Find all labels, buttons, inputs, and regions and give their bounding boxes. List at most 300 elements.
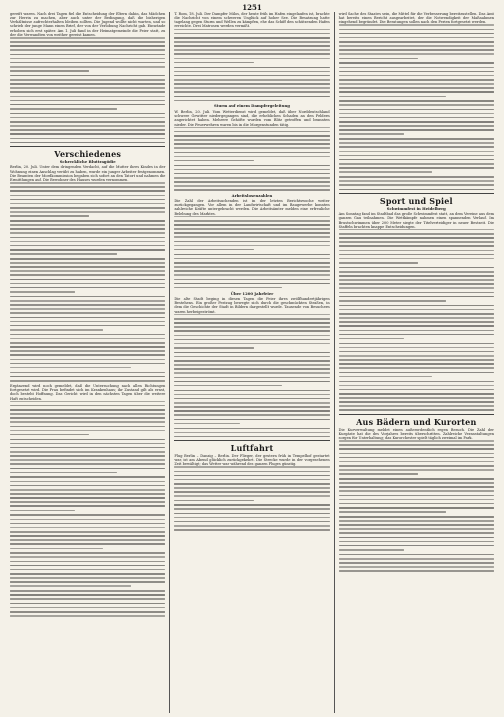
text-line <box>339 283 494 285</box>
text-line <box>339 381 494 383</box>
text-line <box>339 338 404 340</box>
text-line <box>174 521 329 523</box>
column-1 <box>6 12 170 713</box>
text-line <box>339 334 494 336</box>
text-line <box>174 364 329 366</box>
column-3 <box>335 12 498 713</box>
text-line <box>174 402 329 404</box>
text-line <box>339 241 494 243</box>
text-line <box>10 253 117 255</box>
text-line <box>174 49 329 51</box>
text-line <box>10 75 165 77</box>
text-line <box>339 29 494 31</box>
text-line <box>339 24 494 26</box>
text-line <box>339 528 494 530</box>
text-line <box>339 367 494 369</box>
text-line <box>339 393 494 395</box>
text-line <box>10 548 103 550</box>
text-line <box>339 100 494 102</box>
text-line <box>10 346 165 348</box>
text-line <box>10 354 165 356</box>
article-subheading: Sturm auf einem Dampfergeleitung <box>214 103 290 109</box>
text-lines <box>10 401 165 617</box>
text-line <box>339 155 494 157</box>
text-line <box>174 529 329 531</box>
text-line <box>10 83 165 85</box>
text-line <box>174 127 329 129</box>
text-line <box>174 517 329 519</box>
text-lines <box>174 466 329 530</box>
text-line <box>10 186 165 188</box>
text-line <box>174 75 329 77</box>
text-line <box>174 173 329 175</box>
text-line <box>174 224 329 226</box>
text-line <box>10 138 165 140</box>
text-line <box>174 152 329 154</box>
text-line <box>339 457 494 459</box>
text-line <box>339 62 494 64</box>
text-line <box>174 232 329 234</box>
text-line <box>174 258 329 260</box>
article-subheading: Schwimmfest in Heidelberg <box>386 205 446 211</box>
text-line <box>339 292 494 294</box>
text-line <box>174 165 329 167</box>
text-line <box>174 508 329 510</box>
text-line <box>10 87 165 89</box>
text-line <box>10 41 165 43</box>
text-line <box>174 385 281 387</box>
text-line <box>10 49 165 51</box>
text-line <box>174 479 329 481</box>
text-line <box>339 171 432 173</box>
text-line <box>339 473 418 475</box>
text-line <box>10 405 165 407</box>
text-line <box>10 334 165 336</box>
text-line <box>174 287 281 289</box>
text-line <box>174 228 329 230</box>
text-line <box>174 185 329 187</box>
text-line <box>10 317 165 319</box>
text-line <box>174 513 329 515</box>
text-line <box>10 113 165 115</box>
text-line <box>10 142 165 144</box>
text-line <box>10 321 165 323</box>
text-line <box>10 37 165 39</box>
text-line <box>174 428 329 430</box>
text-line <box>339 385 494 387</box>
text-line <box>10 501 165 503</box>
text-line <box>174 62 253 64</box>
text-line <box>10 611 165 613</box>
columns <box>6 12 498 713</box>
text-line <box>339 245 494 247</box>
text-lines <box>10 182 165 381</box>
text-line <box>10 129 165 131</box>
text-line <box>174 139 329 141</box>
text-line <box>174 53 329 55</box>
text-line <box>174 483 329 485</box>
text-line <box>10 58 165 60</box>
text-line <box>174 487 329 489</box>
text-line <box>339 397 494 399</box>
text-line <box>10 117 165 119</box>
text-line <box>10 104 165 106</box>
text-line <box>339 49 494 51</box>
text-line <box>174 326 329 328</box>
text-line <box>339 511 446 513</box>
text-line <box>10 497 165 499</box>
text-line <box>10 258 165 260</box>
text-line <box>339 91 494 93</box>
text-line <box>174 135 329 137</box>
text-line <box>10 96 165 98</box>
text-line <box>10 279 165 281</box>
text-line <box>339 495 494 497</box>
text-line <box>339 554 494 556</box>
text-line <box>339 376 432 378</box>
text-line <box>10 70 89 72</box>
text-line <box>10 190 165 192</box>
text-line <box>10 342 165 344</box>
text-line <box>339 87 494 89</box>
text-line <box>10 594 165 596</box>
text-line <box>174 414 329 416</box>
text-line <box>339 262 418 264</box>
text-line <box>10 224 165 226</box>
text-line <box>339 180 494 182</box>
text-line <box>174 390 329 392</box>
text-line <box>10 329 103 331</box>
text-line <box>174 236 329 238</box>
text-line <box>10 401 165 403</box>
text-line <box>10 539 165 541</box>
text-lines <box>10 37 165 143</box>
text-line <box>339 233 494 235</box>
text-line <box>10 133 165 135</box>
text-line <box>174 241 329 243</box>
text-line <box>339 254 494 256</box>
text-line <box>174 347 253 349</box>
text-line <box>339 75 494 77</box>
text-line <box>339 184 494 186</box>
text-line <box>339 465 494 467</box>
text-line <box>339 520 494 522</box>
text-line <box>339 558 494 560</box>
text-line <box>339 401 494 403</box>
text-line <box>339 104 494 106</box>
text-line <box>174 406 329 408</box>
text-line <box>339 330 494 332</box>
text-line <box>174 377 329 379</box>
text-line <box>339 499 494 501</box>
text-line <box>339 537 494 539</box>
text-line <box>339 482 494 484</box>
text-line <box>10 434 89 436</box>
section-heading: Luftfahrt <box>230 442 274 453</box>
text-line <box>174 419 329 421</box>
text-line <box>174 254 329 256</box>
text-line <box>10 485 165 487</box>
text-line <box>339 440 494 442</box>
text-line <box>174 249 253 251</box>
text-line <box>174 410 329 412</box>
text-line <box>10 79 165 81</box>
text-line <box>339 562 494 564</box>
text-line <box>174 372 329 374</box>
article-text: Flug Berlin – Danzig – Berlin. Der Flieger, der gestern früh in Tempelhof gestartet war, ist am Abend glücklich zurückgekehrt. Die Strecke wurde in der vorgesehenen Zeit bewältigt; das Wetter war während des ganzen Fluges günstig. <box>174 453 330 467</box>
article-text: wird Sache des Staates sein, die Mittel für die Verbesserung bereitzustellen. Das Amt hat bereits einen Bericht ausgearbeitet, der die Notwendigkeit der Maßnahmen eingehend begründet. Die Beratungen sollen nach den Ferien fortgesetzt werden. <box>338 12 494 25</box>
text-line <box>10 291 75 293</box>
text-line <box>339 343 494 345</box>
text-line <box>339 507 494 509</box>
text-line <box>339 142 494 144</box>
text-line <box>174 262 329 264</box>
text-line <box>10 266 165 268</box>
text-line <box>339 79 494 81</box>
article-text: Ergänzend wird noch gemeldet, daß die Untersuchung nach allen Richtungen fortgesetzt wird. Die Frau befindet sich im Krankenhaus; ihr Zustand gilt als ernst, doch besteht Hoffnung. Das Gericht wird in den nächsten Tagen über die weitere Haft entscheiden. <box>10 384 166 401</box>
text-line <box>339 363 494 365</box>
text-line <box>339 83 494 85</box>
text-line <box>174 394 329 396</box>
text-line <box>339 359 494 361</box>
text-line <box>10 91 165 93</box>
text-line <box>339 351 494 353</box>
text-line <box>339 389 494 391</box>
text-line <box>174 339 329 341</box>
text-line <box>10 459 165 461</box>
text-line <box>10 283 165 285</box>
text-line <box>339 58 418 60</box>
text-line <box>10 108 117 110</box>
text-line <box>174 169 329 171</box>
text-line <box>174 79 329 81</box>
text-line <box>10 249 165 251</box>
text-line <box>10 417 165 419</box>
text-line <box>339 347 494 349</box>
text-line <box>339 109 494 111</box>
text-line <box>174 495 329 497</box>
text-line <box>10 376 165 378</box>
text-line <box>10 380 165 382</box>
text-line <box>174 67 329 69</box>
text-line <box>10 232 165 234</box>
text-lines <box>339 440 494 572</box>
text-line <box>174 432 329 434</box>
text-line <box>339 53 494 55</box>
text-line <box>174 525 329 527</box>
text-line <box>10 577 165 579</box>
text-line <box>174 266 329 268</box>
text-line <box>10 237 165 239</box>
text-line <box>339 163 494 165</box>
text-line <box>10 531 165 533</box>
text-line <box>339 258 494 260</box>
text-line <box>339 296 494 298</box>
text-line <box>10 603 165 605</box>
text-line <box>174 245 329 247</box>
text-line <box>339 461 494 463</box>
text-line <box>174 491 329 493</box>
text-line <box>10 372 165 374</box>
text-line <box>339 309 494 311</box>
text-line <box>339 355 494 357</box>
text-line <box>339 545 494 547</box>
text-lines <box>174 127 329 191</box>
text-line <box>10 556 165 558</box>
text-line <box>174 83 329 85</box>
text-line <box>10 312 165 314</box>
text-line <box>10 228 165 230</box>
text-line <box>174 398 329 400</box>
text-line <box>10 270 165 272</box>
text-line <box>10 463 165 465</box>
text-line <box>10 476 165 478</box>
text-line <box>10 607 165 609</box>
text-line <box>339 287 494 289</box>
text-lines <box>174 314 329 438</box>
text-line <box>174 500 253 502</box>
article-subheading: Arbeitslosenzahlen <box>231 192 273 198</box>
text-line <box>174 91 329 93</box>
text-line <box>10 350 165 352</box>
text-line <box>339 469 494 471</box>
text-line <box>174 335 329 337</box>
text-line <box>10 207 165 209</box>
text-line <box>339 267 494 269</box>
text-line <box>10 585 131 587</box>
article-text: Die Zahl der Arbeitsuchenden ist in der letzten Berichtswoche weiter zurückgegangen. Vor allem in der Landwirtschaft und im Baugewerbe konnten zahlreiche Kräfte untergebracht werden. Die Arbeitsämter melden eine erfreuliche Belebung des Marktes. <box>174 199 330 216</box>
text-line <box>10 203 165 205</box>
text-line <box>339 490 494 492</box>
text-line <box>174 41 329 43</box>
text-line <box>339 167 494 169</box>
text-line <box>10 421 165 423</box>
article-subheading: Schreckliche Bluttragödie <box>59 158 116 164</box>
text-line <box>10 468 165 470</box>
text-line <box>174 475 329 477</box>
text-line <box>10 590 165 592</box>
text-line <box>339 151 494 153</box>
text-line <box>339 117 494 119</box>
article-text: gereift waren. Nach drei Tagen fiel die Entscheidung der Eltern dahin, das Mädchen zur Herrin zu machen, aber auch unter der Bedingung, daß die bisherigen Verhältnisse aufrechterhalten bleiben sollten. Die Jugend wollte nicht warten, und so schrieb der junge Mann einen Brief, der von der Verlobung Nachricht gab. Einwände erhoben sich erst später. Am 1. Juli fand in der Heimatgemeinde die Feier statt, zu der die Verwandten von weither gereist kamen. <box>10 12 166 37</box>
text-line <box>339 524 494 526</box>
text-line <box>10 262 165 264</box>
text-line <box>10 100 165 102</box>
text-line <box>10 615 165 617</box>
text-line <box>174 181 329 183</box>
text-line <box>174 381 329 383</box>
text-line <box>10 300 165 302</box>
text-line <box>339 113 494 115</box>
text-line <box>10 581 165 583</box>
text-line <box>174 279 329 281</box>
text-line <box>339 325 494 327</box>
text-line <box>10 519 165 521</box>
text-line <box>10 573 165 575</box>
text-line <box>174 100 281 102</box>
text-line <box>10 274 165 276</box>
text-line <box>10 54 165 56</box>
text-line <box>10 481 165 483</box>
text-line <box>174 131 329 133</box>
column-2 <box>170 12 334 713</box>
text-line <box>174 45 329 47</box>
text-line <box>339 486 494 488</box>
text-line <box>174 504 329 506</box>
text-line <box>339 37 494 39</box>
text-line <box>10 598 165 600</box>
article-text: Die alte Stadt beging in diesen Tagen die Feier ihres zwölfhundertjährigen Bestehens. Ein großer Festzug bewegte sich durch die geschmückten Straßen, in dem die Geschichte der Stadt in Bildern dargestellt wurde. Tausende von Besuchern waren herbeigeströmt. <box>174 297 330 314</box>
text-line <box>339 96 446 98</box>
text-line <box>10 535 165 537</box>
text-line <box>174 143 329 145</box>
text-line <box>10 493 165 495</box>
text-line <box>339 541 494 543</box>
text-line <box>10 447 165 449</box>
text-line <box>10 543 165 545</box>
text-line <box>339 159 494 161</box>
text-line <box>339 229 494 231</box>
text-line <box>10 325 165 327</box>
text-line <box>174 322 329 324</box>
text-line <box>174 96 329 98</box>
text-line <box>339 570 494 572</box>
text-line <box>10 489 165 491</box>
text-line <box>339 532 494 534</box>
text-lines <box>174 29 329 102</box>
text-line <box>174 352 329 354</box>
text-line <box>10 199 165 201</box>
text-line <box>10 338 165 340</box>
article-text: Am Sonntag fand im Stadtbad das große Schwimmfest statt, an dem Vereine aus dem ganzen Gau teilnahmen. Die Wettkämpfe nahmen einen spannenden Verlauf. Im Brustschwimmen über 200 Meter siegte der Titelverteidiger in neuer Bestzeit. Die Staffeln brachten knappe Entscheidungen. <box>338 212 494 229</box>
text-line <box>339 321 494 323</box>
text-line <box>339 67 494 69</box>
text-line <box>174 343 329 345</box>
text-lines <box>339 24 494 190</box>
text-line <box>10 215 89 217</box>
text-line <box>174 177 329 179</box>
text-line <box>10 565 165 567</box>
text-line <box>339 444 494 446</box>
text-line <box>10 426 165 428</box>
divider <box>339 193 494 194</box>
divider <box>10 146 165 147</box>
text-line <box>10 527 165 529</box>
text-line <box>339 317 494 319</box>
text-line <box>10 413 165 415</box>
text-line <box>174 314 329 316</box>
text-line <box>10 304 165 306</box>
text-line <box>174 87 329 89</box>
text-line <box>10 195 165 197</box>
text-line <box>10 472 117 474</box>
text-line <box>10 62 165 64</box>
article-text: Berlin, 20. Juli. Unter dem dringenden Verdacht, auf die Mutter ihres Kindes in der Wohnung einen Anschlag verübt zu haben, wurde ein junger Arbeiter festgenommen. Die Beamten der Mordkommission begaben sich sofort an den Tatort und nahmen die Ermittlungen auf. Die Bewohner des Hauses wurden vernommen. <box>10 165 166 182</box>
article-text: W. Berlin, 20. Juli. Vom Wetterdienst wird gemeldet, daß über Norddeutschland schwere Gewitter niedergegangen sind, die erheblichen Schaden an den Feldern angerichtet haben. Mehrere Gehöfte wurden vom Blitz getroffen und brannten nieder. Die Feuerwehren waren bis in die Morgenstunden tätig. <box>174 110 330 127</box>
article-subheading: Über 1200 Jahrfeier <box>230 290 274 296</box>
divider <box>174 440 329 441</box>
text-line <box>339 138 494 140</box>
text-line <box>10 367 131 369</box>
text-line <box>339 305 494 307</box>
text-line <box>339 409 494 411</box>
article-text: T. Rom, 18. Juli. Der Dampfer Milos, der heute früh im Hafen eingelaufen ist, brachte die Nachricht von einem schweren Unglück auf hoher See. Die Besatzung hatte tagelang gegen Sturm und Wellen zu kämpfen, ehe das Schiff den schützenden Hafen erreichte. Drei Matrosen werden vermißt. <box>174 12 330 29</box>
text-line <box>339 313 494 315</box>
text-line <box>10 561 165 563</box>
text-lines <box>174 216 329 289</box>
text-line <box>10 211 165 213</box>
text-line <box>10 125 165 127</box>
